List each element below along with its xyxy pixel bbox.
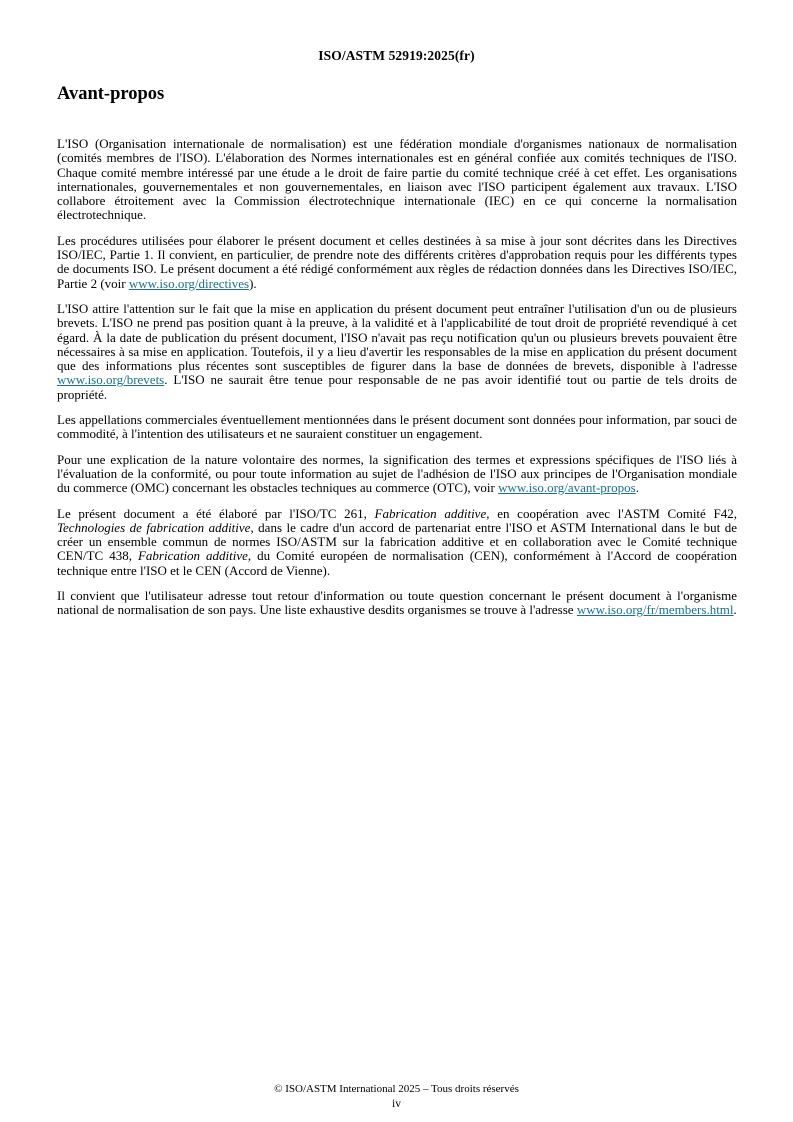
hyperlink[interactable]: www.iso.org/fr/members.html (576, 602, 734, 618)
paragraph-text: Les appellations commerciales éventuellement mentionnées dans le présent document sont données pour information, par souci de commodité, à l'intention des utilisateurs et ne sauraient constituer un engagement. (57, 412, 737, 442)
paragraph (57, 453, 737, 496)
paragraph-text: Pour une explication de la nature volontaire des normes, la signification des termes et expressions spécifiques de l'ISO liés à l'évaluation de la conformité, ou pour toute information au sujet de l'adhésion de l'ISO aux principes de l'Organisation mondiale du commerce (OMC) concernant les obstacles techniques au commerce (OTC), voir (57, 451, 737, 496)
paragraph (57, 413, 737, 442)
hyperlink[interactable]: www.iso.org/directives (128, 275, 250, 291)
paragraph-text: ). (249, 275, 257, 291)
paragraph-text: L'ISO (Organisation internationale de normalisation) est une fédération mondiale d'organismes nationaux de normalisation (comités membres de l'ISO). L'élaboration des Normes internationales est en général confiée aux comités techniques de l'ISO. Chaque comité membre intéressé par une étude a le droit de faire partie du comité technique créé à cet effet. Les organisations internationales, gouvernementales et non gouvernementales, en liaison avec l'ISO participent également aux travaux. L'ISO collabore étroitement avec la Commission électrotechnique internationale (IEC) en ce qui concerne la normalisation électrotechnique. (57, 136, 737, 223)
paragraph-text: , en coopération avec l'ASTM Comité F42, (486, 505, 737, 521)
page-number: iv (392, 1098, 401, 1110)
paragraph (57, 234, 737, 291)
paragraph-text: , dans le cadre d'un accord de partenariat entre l'ISO et ASTM International dans le but de créer un ensemble commun de normes ISO/ASTM sur la fabrication additive et en collaboration avec le Comité technique CEN/TC 438, (57, 519, 737, 564)
page-footer (0, 1083, 793, 1110)
paragraph (57, 507, 737, 578)
hyperlink[interactable]: www.iso.org/avant-propos (498, 480, 636, 496)
copyright-notice: © ISO/ASTM International 2025 – Tous droits réservés (274, 1083, 519, 1095)
italic-text: Fabrication additive (374, 505, 487, 521)
paragraph-text: Il convient que l'utilisateur adresse tout retour d'information ou toute question concernant le présent document à l'organisme national de normalisation de son pays. Une liste exhaustive desdits organismes se trouve à l'adresse (57, 588, 737, 618)
italic-text: Technologies de fabrication additive (57, 519, 251, 535)
paragraph-text: . L'ISO ne saurait être tenue pour responsable de ne pas avoir identifié tout ou partie de tels droits de propriété. (57, 372, 737, 402)
paragraph-text: , du Comité européen de normalisation (CEN), conformément à l'Accord de coopération technique entre l'ISO et le CEN (Accord de Vienne). (57, 548, 737, 578)
document-reference-header: ISO/ASTM 52919:2025(fr) (318, 48, 475, 63)
paragraph-text: L'ISO attire l'attention sur le fait que la mise en application du présent document peut entraîner l'utilisation d'un ou de plusieurs brevets. L'ISO ne prend pas position quant à la preuve, à la validité et à l'applicabilité de tout droit de propriété revendiqué à cet égard. À la date de publication du présent document, l'ISO n'avait pas reçu notification qu'un ou plusieurs brevets pouvaient être nécessaires à sa mise en application. Toutefois, il y a lieu d'avertir les responsables de la mise en application du présent document que des informations plus récentes sont susceptibles de figurer dans la base de données de brevets, disponible à l'adresse (57, 300, 737, 374)
paragraph-text: . (635, 480, 639, 496)
hyperlink[interactable]: www.iso.org/brevets (57, 372, 165, 388)
paragraph-text: . (733, 602, 737, 618)
paragraph (57, 137, 737, 223)
paragraph-text: Le présent document a été élaboré par l'ISO/TC 261, (57, 505, 375, 521)
page-title: Avant-propos (57, 84, 165, 104)
paragraph (57, 302, 737, 402)
paragraph-text: Les procédures utilisées pour élaborer le présent document et celles destinées à sa mise à jour sont décrites dans les Directives ISO/IEC, Partie 1. Il convient, en particulier, de prendre note des différents critères d'approbation requis pour les différents types de documents ISO. Le présent document a été rédigé conformément aux règles de rédaction données dans les Directives ISO/IEC, Partie 2 (voir (57, 232, 737, 291)
italic-text: Fabrication additive (137, 548, 248, 564)
body-paragraphs (57, 137, 737, 618)
document-content (57, 84, 737, 629)
paragraph (57, 589, 737, 618)
